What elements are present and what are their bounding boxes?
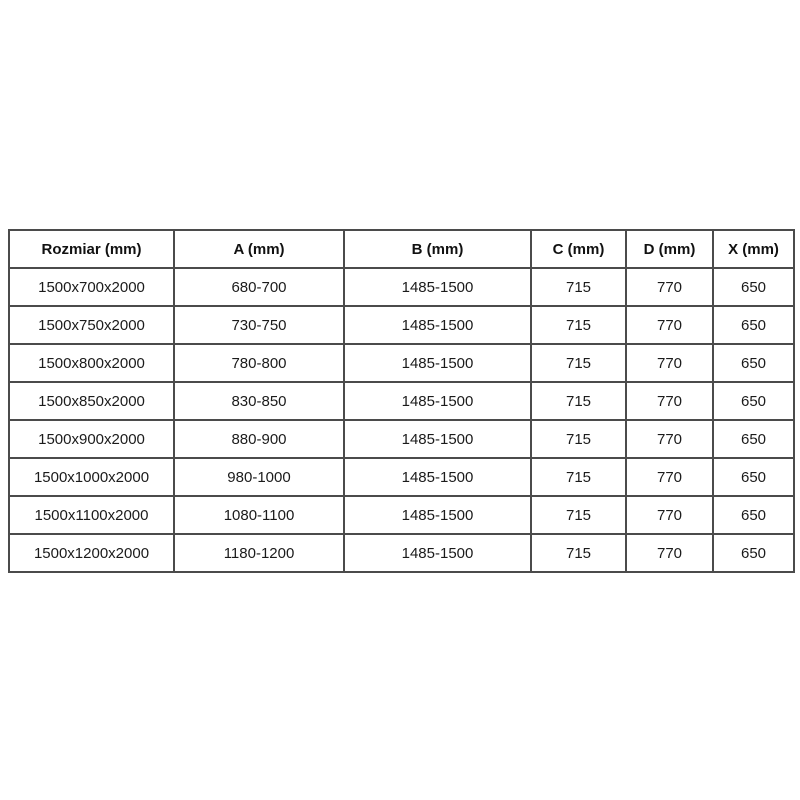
value-cell: 715: [531, 496, 626, 534]
value-cell: 1485-1500: [344, 344, 531, 382]
value-cell: 715: [531, 420, 626, 458]
value-cell: 880-900: [174, 420, 344, 458]
table-row: [9, 382, 794, 420]
value-cell: 650: [713, 534, 794, 572]
value-cell: 1485-1500: [344, 420, 531, 458]
size-cell: 1500x700x2000: [9, 268, 174, 306]
value-cell: 980-1000: [174, 458, 344, 496]
size-cell: 1500x750x2000: [9, 306, 174, 344]
value-cell: 715: [531, 306, 626, 344]
value-cell: 1080-1100: [174, 496, 344, 534]
value-cell: 770: [626, 382, 713, 420]
value-cell: 1485-1500: [344, 268, 531, 306]
value-cell: 715: [531, 268, 626, 306]
value-cell: 715: [531, 344, 626, 382]
size-cell: 1500x1200x2000: [9, 534, 174, 572]
size-cell: 1500x900x2000: [9, 420, 174, 458]
value-cell: 650: [713, 268, 794, 306]
value-cell: 770: [626, 496, 713, 534]
value-cell: 1485-1500: [344, 496, 531, 534]
dimensions-table-container: [8, 229, 793, 573]
value-cell: 770: [626, 534, 713, 572]
value-cell: 1485-1500: [344, 534, 531, 572]
value-cell: 770: [626, 458, 713, 496]
value-cell: 1485-1500: [344, 382, 531, 420]
value-cell: 830-850: [174, 382, 344, 420]
dimensions-table: [8, 229, 795, 573]
value-cell: 680-700: [174, 268, 344, 306]
size-cell: 1500x1000x2000: [9, 458, 174, 496]
table-row: [9, 496, 794, 534]
table-body: [9, 268, 794, 572]
value-cell: 1485-1500: [344, 306, 531, 344]
value-cell: 780-800: [174, 344, 344, 382]
value-cell: 770: [626, 268, 713, 306]
value-cell: 770: [626, 306, 713, 344]
table-row: [9, 420, 794, 458]
value-cell: 715: [531, 534, 626, 572]
value-cell: 770: [626, 420, 713, 458]
column-header: B (mm): [344, 230, 531, 268]
table-row: [9, 268, 794, 306]
table-row: [9, 458, 794, 496]
table-row: [9, 344, 794, 382]
value-cell: 650: [713, 344, 794, 382]
size-cell: 1500x1100x2000: [9, 496, 174, 534]
value-cell: 650: [713, 496, 794, 534]
column-header: A (mm): [174, 230, 344, 268]
table-row: [9, 534, 794, 572]
value-cell: 770: [626, 344, 713, 382]
value-cell: 650: [713, 306, 794, 344]
value-cell: 650: [713, 382, 794, 420]
value-cell: 715: [531, 382, 626, 420]
column-header: Rozmiar (mm): [9, 230, 174, 268]
table-row: [9, 306, 794, 344]
value-cell: 650: [713, 420, 794, 458]
value-cell: 1485-1500: [344, 458, 531, 496]
column-header: D (mm): [626, 230, 713, 268]
value-cell: 1180-1200: [174, 534, 344, 572]
value-cell: 650: [713, 458, 794, 496]
column-header: C (mm): [531, 230, 626, 268]
column-header: X (mm): [713, 230, 794, 268]
value-cell: 730-750: [174, 306, 344, 344]
size-cell: 1500x850x2000: [9, 382, 174, 420]
table-header-row: [9, 230, 794, 268]
value-cell: 715: [531, 458, 626, 496]
size-cell: 1500x800x2000: [9, 344, 174, 382]
